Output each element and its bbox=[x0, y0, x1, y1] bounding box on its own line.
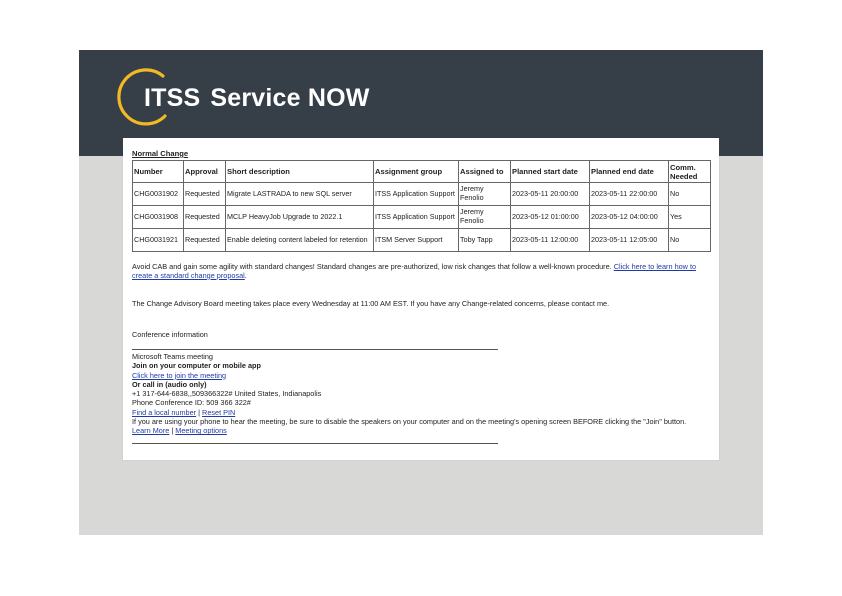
divider bbox=[132, 443, 498, 444]
table-cell: Requested bbox=[184, 229, 226, 252]
table-cell: No bbox=[669, 183, 711, 206]
cab-link-end: . bbox=[244, 270, 247, 280]
phone-warning: If you are using your phone to hear the meeting, be sure to disable the speakers on your computer and on the meeting's opening screen BEFORE clicking the "Join" button. bbox=[132, 416, 687, 426]
section-title: Normal Change bbox=[132, 149, 189, 158]
join-meeting-link[interactable]: Click here to join the meeting bbox=[132, 370, 227, 380]
column-header: Planned start date bbox=[511, 161, 590, 183]
table-row bbox=[133, 229, 711, 252]
table-cell: Toby Tapp bbox=[459, 229, 511, 252]
table-cell: Yes bbox=[669, 206, 711, 229]
table-cell: CHG0031908 bbox=[133, 206, 184, 229]
join-heading: Join on your computer or mobile app bbox=[132, 361, 261, 371]
table-cell: 2023-05-12 01:00:00 bbox=[511, 206, 590, 229]
cab-note-text: Avoid CAB and gain some agility with standard changes! Standard changes are pre-authorized, low risk changes that follow a well-known procedure. bbox=[132, 262, 612, 272]
table-cell: ITSM Server Support bbox=[374, 229, 459, 252]
teams-block bbox=[132, 352, 712, 435]
link-separator: | bbox=[169, 426, 176, 436]
brand-prefix: ITSS bbox=[144, 84, 201, 112]
email-screenshot bbox=[123, 138, 719, 460]
table-cell: MCLP HeavyJob Upgrade to 2022.1 bbox=[226, 206, 374, 229]
change-table bbox=[132, 160, 711, 252]
brand-title bbox=[144, 84, 370, 113]
column-header: Number bbox=[133, 161, 184, 183]
table-cell: 2023-05-12 04:00:00 bbox=[590, 206, 669, 229]
column-header: Short description bbox=[226, 161, 374, 183]
standard-change-link[interactable]: Click here to learn how to create a standard change proposal bbox=[132, 262, 697, 280]
table-cell: Enable deleting content labeled for retention bbox=[226, 229, 374, 252]
table-header-row bbox=[133, 161, 711, 183]
conference-id: Phone Conference ID: 509 366 322# bbox=[132, 398, 251, 408]
reset-pin-link[interactable]: Reset PIN bbox=[202, 407, 236, 417]
brand-suffix: Service NOW bbox=[210, 84, 370, 112]
find-local-number-link[interactable]: Find a local number bbox=[132, 407, 197, 417]
table-cell: 2023-05-11 12:05:00 bbox=[590, 229, 669, 252]
column-header: Assigned to bbox=[459, 161, 511, 183]
table-cell: Jeremy Fenolio bbox=[459, 183, 511, 206]
conference-title: Conference information bbox=[132, 330, 208, 340]
cab-meeting-note: The Change Advisory Board meeting takes place every Wednesday at 11:00 AM EST. If you have any Change-related concerns, please contact me. bbox=[132, 298, 610, 308]
link-separator: | bbox=[196, 407, 203, 417]
table-cell: 2023-05-11 20:00:00 bbox=[511, 183, 590, 206]
table-cell: CHG0031921 bbox=[133, 229, 184, 252]
slide bbox=[79, 50, 763, 535]
phone-number: +1 317-644-6838,,509366322# United States, Indianapolis bbox=[132, 389, 322, 399]
table-row bbox=[133, 206, 711, 229]
table-cell: ITSS Application Support bbox=[374, 206, 459, 229]
learn-more-link[interactable]: Learn More bbox=[132, 426, 170, 436]
table-cell: Requested bbox=[184, 206, 226, 229]
call-heading: Or call in (audio only) bbox=[132, 379, 207, 389]
table-cell: ITSS Application Support bbox=[374, 183, 459, 206]
table-cell: Migrate LASTRADA to new SQL server bbox=[226, 183, 374, 206]
table-cell: No bbox=[669, 229, 711, 252]
column-header: Assignment group bbox=[374, 161, 459, 183]
table-cell: Jeremy Fenolio bbox=[459, 206, 511, 229]
table-row bbox=[133, 183, 711, 206]
column-header: Planned end date bbox=[590, 161, 669, 183]
cab-note bbox=[132, 263, 712, 281]
table-cell: CHG0031902 bbox=[133, 183, 184, 206]
column-header: Approval bbox=[184, 161, 226, 183]
teams-title: Microsoft Teams meeting bbox=[132, 352, 213, 362]
table-cell: Requested bbox=[184, 183, 226, 206]
table-cell: 2023-05-11 22:00:00 bbox=[590, 183, 669, 206]
meeting-options-link[interactable]: Meeting options bbox=[175, 426, 227, 436]
column-header: Comm. Needed bbox=[669, 161, 711, 183]
divider bbox=[132, 349, 498, 350]
table-cell: 2023-05-11 12:00:00 bbox=[511, 229, 590, 252]
